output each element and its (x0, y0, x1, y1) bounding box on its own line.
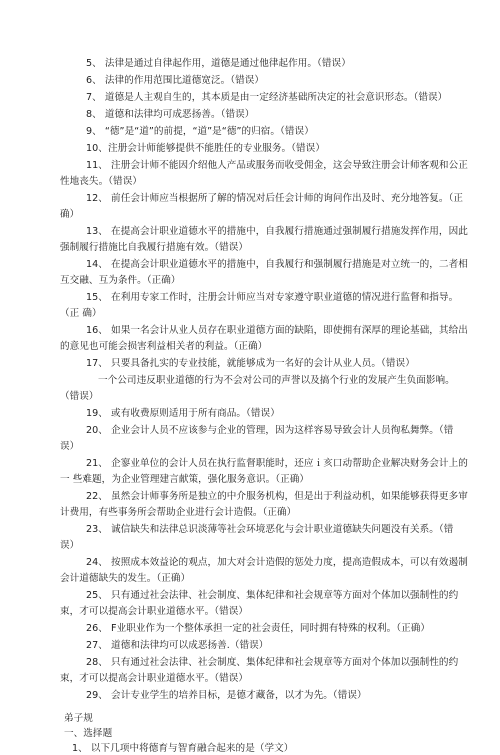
item-5: 5、 法律是通过自律起作用，道德是通过他律起作用。（错误） (86, 58, 351, 69)
item-11: 11、 注册会计师不能因介绍他人产品或服务而收受佣金，这会导致注册会计师客观和公正 (86, 160, 468, 171)
item-15: 15、 在利用专家工作时，注册会计师应当对专家遵守职业道德的情况进行监督和指导。 (86, 292, 459, 303)
item-21-cont: 一 些难题，为企业管理建言献策，强化服务意识。（正确） (60, 474, 310, 485)
item-23: 23、 诚信缺失和法律总识淡薄等社会环境恶化与会计职业道德缺失问题没有关系。（错 (86, 524, 454, 535)
item-8: 8、 道德和法律均可成恶扬善。（错误） (86, 109, 255, 120)
item-16-cont: 的意见也可能会损害利益相关者的利益。（正确） (60, 341, 268, 352)
item-12-cont: 确） (60, 209, 80, 220)
subsection-title: 一、选择题 (64, 728, 113, 739)
item-25-cont: 束，才可以提高会计职业道德水平。（错误） (60, 606, 249, 617)
item-14: 14、 在提高会计职业道德水平的措施中，自我履行和强制履行措施是对立统一的，二者相 (86, 259, 468, 270)
item-14-cont: 互交融、互为条件。（正确） (60, 275, 181, 286)
item-6: 6、 法律的作用范围比道德宽泛。（错误） (86, 75, 265, 86)
item-12: 12、 前任会计师应当根据所了解的情况对后任会计师的询问作出及时、充分地答复。（正 (86, 193, 464, 204)
item-27: 27、 道德和法律均可以成恶扬善.（错误） (86, 640, 269, 651)
item-24-cont: 会计道德缺失的发生。（正确） (60, 573, 191, 584)
item-15-cont: （正 确） (60, 308, 102, 319)
item-18: 一个公司违反职业道德的行为不会对公司的声誉以及搞个行业的发展产生负面影响。 (98, 375, 455, 386)
item-26: 26、 F业职业作为一个整体承担一定的社会责任，同时拥有特殊的权利。（正确） (86, 623, 431, 634)
item-16: 16、 如果一名会计从业人员存在职业道德方面的缺陷，即使拥有深厚的理论基础，其给出 (86, 325, 468, 336)
item-24: 24、 按照成本效益论的观点，加大对会计造假的惩处力度，提高造假成本，可以有效遏制 (86, 557, 468, 568)
item-21: 21、 企寥业单位的会计人员在执行监督职能时，还应ｉ亥口动帮助企业解决财务会计上的 (86, 458, 468, 469)
item-19: 19、 或有收费原则适用于所有商品。（错误） (86, 408, 280, 419)
item-23-cont: 误） (60, 540, 80, 551)
item-28-cont: 束，才可以提高会计职业道德水平。（错误） (60, 673, 249, 684)
item-22-cont: 计费用，有些事务所会帮助企业进行会计造假。（正确） (60, 507, 297, 518)
item-28: 28、 只有通过社会法律、社会制度、集体纪律和社会规章等方面对个体加以强制性的约 (86, 657, 459, 668)
item-25: 25、 只有通过社会法律、社会制度、集体纪律和社会规章等方面对个体加以强制性的约 (86, 590, 459, 601)
section-title: 弟子规 (64, 713, 93, 724)
item-9: 9、 “德”是“道”的前提，“道”是“德”的归宿。（错误） (86, 126, 314, 137)
item-20-cont: 误） (60, 441, 80, 452)
item-10: 10、注册会计师能够提供不能胜任的专业服务。（错误） (86, 143, 325, 154)
item-18-cont: （错误） (60, 391, 99, 402)
item-13-cont: 强制履行措施比自我履行措施有效。（错误） (60, 242, 249, 253)
question-1: 1、 以下几项中将德育与智育融合起来的是（学文） (72, 743, 294, 754)
item-29: 29、 会计专业学生的培养目标，是德才藏备，以才为先。（错误） (86, 690, 367, 701)
item-11-cont: 性地丧失。（错误） (60, 176, 142, 187)
item-20: 20、 企业会计人员不应该参与企业的管理，因为这样容易导致会计人员徇私舞弊。（错 (86, 425, 454, 436)
item-7: 7、 道德是人主观自生的，其本质是由一定经济基础所决定的社会意识形态。（错误） (86, 92, 448, 103)
item-17: 17、 只要具备扎实的专业技能，就能够成为一名好的会计从业人员。（错误） (86, 358, 415, 369)
item-13: 13、 在提高会计职业道德水平的措施中，自我履行措施通过强制履行措施发挥作用，因此 (86, 226, 468, 237)
item-22: 22、 虽然会计师事务所是独立的中介服务机构，但是出于利益动机，如果能够获得更多审 (86, 491, 468, 502)
